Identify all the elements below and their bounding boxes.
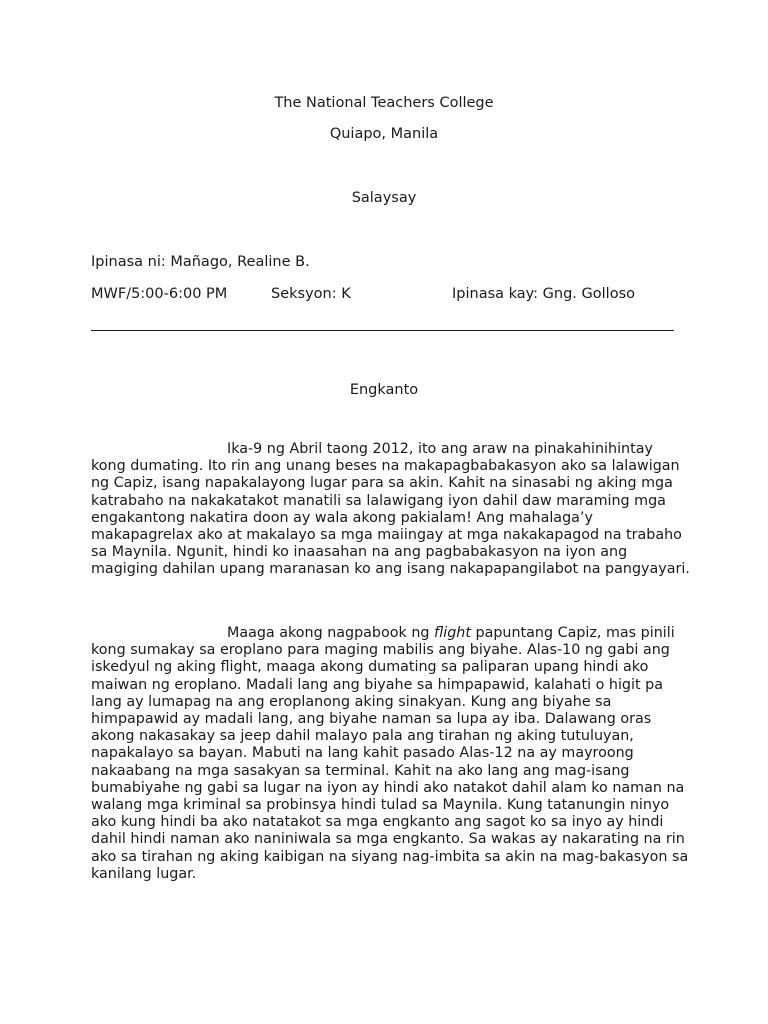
- class-section: Seksyon: K: [271, 286, 351, 302]
- paragraph-line: magiging dahilan upang maranasan ko ang isang nakapapangilabot na pangyayari.: [91, 561, 690, 578]
- paragraph-line: ako kung hindi ba ako natatakot sa mga engkanto ang sagot ko sa inyo ay hindi: [91, 814, 664, 831]
- paragraph-line: iskedyul ng aking flight, maaga akong dumating sa paliparan upang hindi ako: [91, 659, 649, 676]
- paragraph-line: ako sa tirahan ng aking kaibigan na siyang nag-imbita sa akin na mag-bakasyon sa: [91, 848, 689, 865]
- story-paragraph-1: [91, 441, 690, 579]
- paragraph-line: akong nakasakay sa jeep dahil malayo pala ang tirahan ng aking tutuluyan,: [91, 728, 634, 745]
- paragraph-line: [91, 625, 683, 642]
- paragraph-line: lang ay lumapag na ang eroplanong aking sinakyan. Kung ang biyahe sa: [91, 693, 612, 710]
- text-run: papuntang Capiz, mas pinili: [470, 625, 675, 641]
- paragraph-line: ng Capiz, isang napakalayong lugar para sa akin. Kahit na sinasabi ng aking mga: [91, 475, 673, 492]
- italic-word: flight: [434, 625, 471, 641]
- college-name: The National Teachers College: [274, 95, 494, 111]
- story-paragraph-2: [91, 625, 689, 883]
- paragraph-line: sa Maynila. Ngunit, hindi ko inaasahan na ang pagbabakasyon na iyon ang: [91, 544, 628, 561]
- paragraph-line: makapagrelax ako at makalayo sa mga maiingay at mga nakakapagod na trabaho: [91, 527, 682, 544]
- paragraph-line: bumabiyahe ng gabi sa lugar na iyon ay hindi ako natakot dahil alam ko naman na: [91, 779, 685, 796]
- class-schedule: MWF/5:00-6:00 PM: [91, 286, 228, 302]
- paragraph-line: nakaabang na mga sasakyan sa terminal. Kahit na ako lang ang mag-isang: [91, 762, 630, 779]
- paragraph-line: Ika-9 ng Abril taong 2012, ito ang araw na pinakahinihintay: [227, 441, 653, 457]
- divider-line: [91, 330, 674, 331]
- paragraph-line: walang mga kriminal sa probinsya hindi tulad sa Maynila. Kung tatanungin ninyo: [91, 797, 670, 814]
- paragraph-line: kong sumakay sa eroplano para maging mabilis ang biyahe. Alas-10 ng gabi ang: [91, 642, 670, 659]
- paragraph-line: napakalayo sa bayan. Mabuti na lang kahit pasado Alas-12 na ay mayroong: [91, 745, 634, 762]
- paragraph-line: kong dumating. Ito rin ang unang beses na makapagbabakasyon ako sa lalawigan: [91, 458, 680, 475]
- document-type: Salaysay: [351, 190, 417, 206]
- paragraph-line: engakantong nakatira doon ay wala akong pakialam! Ang mahalaga’y: [91, 509, 593, 526]
- college-location: Quiapo, Manila: [329, 126, 439, 142]
- text-run: Maaga akong nagpabook ng: [227, 625, 435, 641]
- paragraph-line: maiwan ng eroplano. Madali lang ang biyahe sa himpapawid, kalahati o higit pa: [91, 676, 663, 693]
- paragraph-line: katrabaho na nakakatakot manatili sa lalawigang iyon dahil daw maraming mga: [91, 492, 666, 509]
- submitted-by: Ipinasa ni: Mañago, Realine B.: [91, 254, 310, 270]
- submitted-to: Ipinasa kay: Gng. Golloso: [452, 286, 635, 302]
- paragraph-line: kanilang lugar.: [91, 865, 197, 882]
- paragraph-line: dahil hindi naman ako naniniwala sa mga engkanto. Sa wakas ay nakarating na rin: [91, 831, 685, 848]
- story-title: Engkanto: [349, 382, 419, 398]
- paragraph-line: himpapawid ay madali lang, ang biyahe naman sa lupa ay iba. Dalawang oras: [91, 711, 652, 728]
